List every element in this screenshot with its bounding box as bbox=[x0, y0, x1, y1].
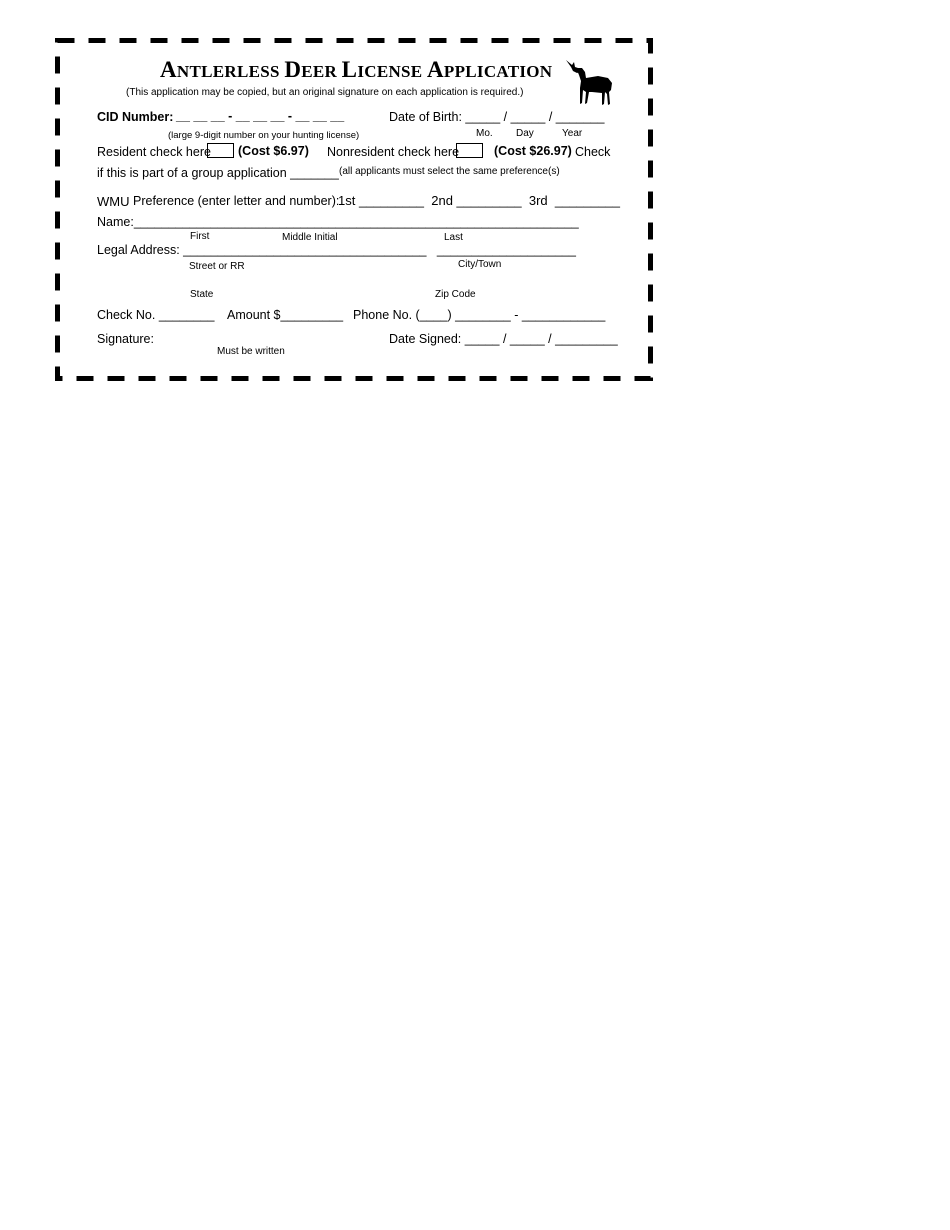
phone-field[interactable]: Phone No. (____) ________ - ____________ bbox=[353, 308, 606, 322]
name-last-label: Last bbox=[444, 232, 463, 243]
zip-label: Zip Code bbox=[435, 289, 476, 300]
signature-hint: Must be written bbox=[217, 346, 285, 357]
resident-checkbox[interactable] bbox=[207, 143, 234, 158]
check-word: Check bbox=[575, 145, 611, 159]
street-label: Street or RR bbox=[189, 261, 245, 272]
dob-day-label: Day bbox=[516, 128, 534, 139]
group-application-field[interactable]: if this is part of a group application _______ bbox=[97, 166, 339, 180]
group-note: (all applicants must select the same preference(s) bbox=[339, 166, 560, 177]
deer-silhouette-icon bbox=[562, 56, 616, 108]
cid-hint: (large 9-digit number on your hunting license) bbox=[168, 130, 360, 141]
legal-address-field[interactable]: Legal Address: ___________________________________ ____________________ bbox=[97, 243, 576, 257]
dob-month-label: Mo. bbox=[476, 128, 493, 139]
amount-field[interactable]: Amount $_________ bbox=[227, 308, 344, 322]
signature-field[interactable]: Signature: bbox=[97, 332, 154, 346]
name-first-label: First bbox=[190, 231, 210, 242]
resident-label: Resident check here bbox=[97, 145, 211, 159]
nonresident-cost: (Cost $26.97) bbox=[494, 144, 572, 158]
nonresident-checkbox[interactable] bbox=[456, 143, 483, 158]
state-label: State bbox=[190, 289, 214, 300]
name-field[interactable]: Name:________________________________________________________________ bbox=[97, 215, 579, 229]
date-of-birth-field[interactable]: Date of Birth: _____ / _____ / _______ bbox=[389, 110, 605, 124]
subtitle: (This application may be copied, but an original signature on each application is required.) bbox=[126, 87, 524, 98]
wmu-preference-label: Preference (enter letter and number): bbox=[133, 194, 340, 208]
cid-number-field[interactable]: __ __ __ - __ __ __ - __ __ __ bbox=[176, 109, 345, 123]
wmu-label: WMU bbox=[97, 194, 130, 209]
check-number-field[interactable]: Check No. ________ bbox=[97, 308, 215, 322]
cid-label: CID Number: bbox=[97, 110, 174, 124]
wmu-choices-field[interactable]: 1st _________ 2nd _________ 3rd _________ bbox=[338, 193, 620, 208]
name-middle-label: Middle Initial bbox=[282, 232, 338, 243]
form-title: ANTLERLESS DEER LICENSE APPLICATION bbox=[160, 57, 553, 82]
resident-cost: (Cost $6.97) bbox=[238, 144, 309, 158]
city-label: City/Town bbox=[458, 259, 502, 270]
date-signed-field[interactable]: Date Signed: _____ / _____ / _________ bbox=[389, 332, 618, 346]
dob-year-label: Year bbox=[562, 128, 583, 139]
nonresident-label: Nonresident check here bbox=[327, 145, 460, 159]
